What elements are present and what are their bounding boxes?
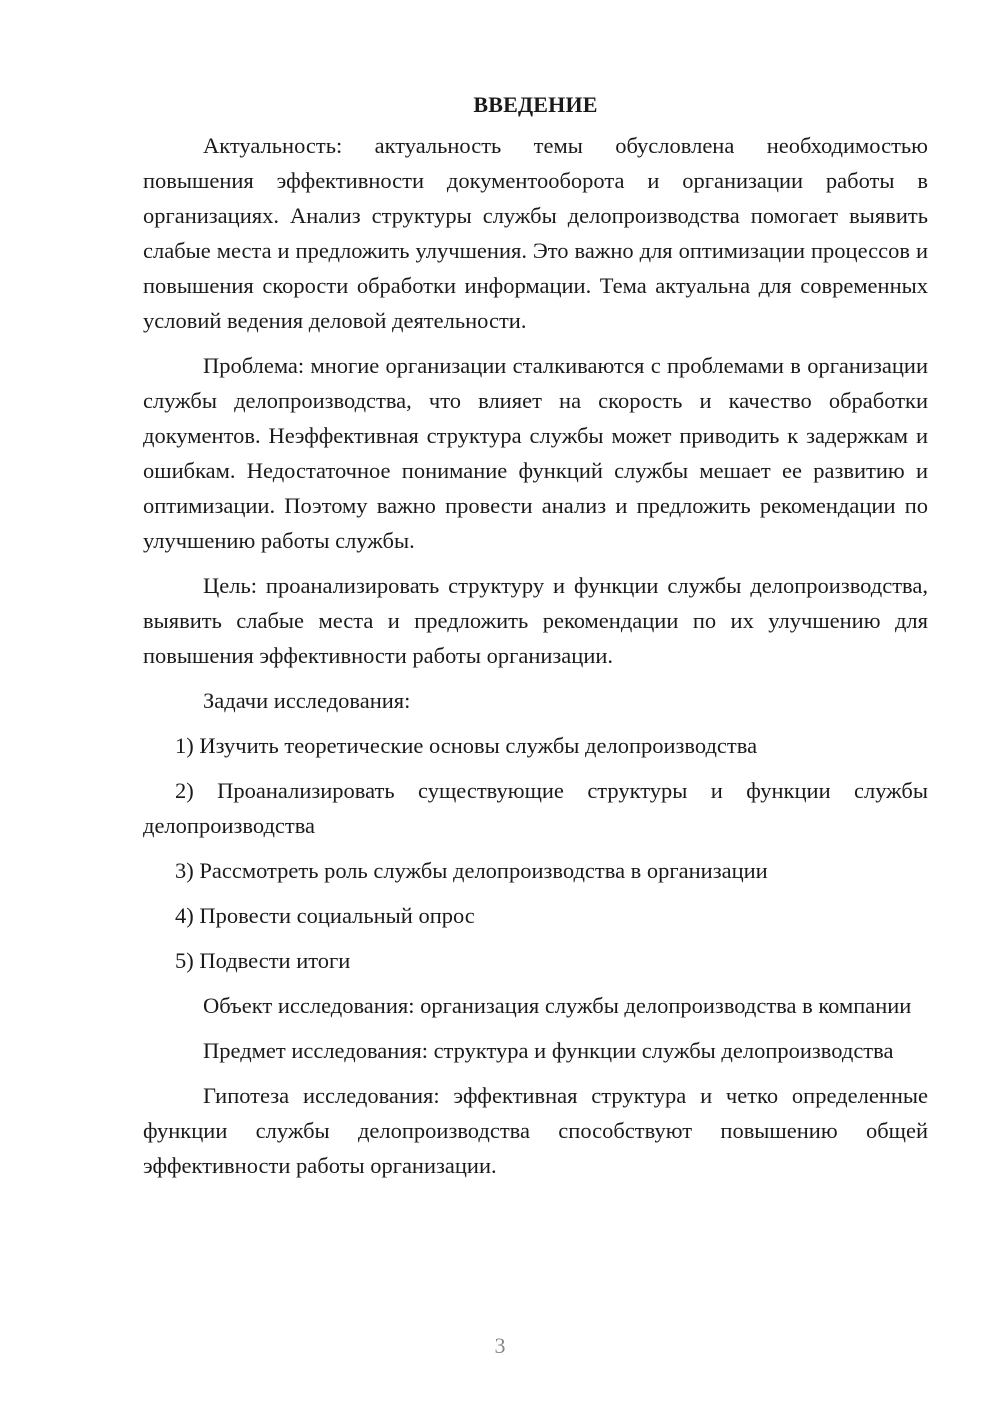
subject-paragraph: Предмет исследования: структура и функции службы делопроизводства — [203, 1038, 894, 1063]
task-item-3: 3) Рассмотреть роль службы делопроизводства в организации — [175, 858, 768, 883]
task-item-5: 5) Подвести итоги — [175, 948, 351, 973]
tasks-title: Задачи исследования: — [203, 688, 411, 713]
relevance-paragraph: Актуальность: актуальность темы обусловлена необходимостью повышения эффективности документооборота и организации работы в организациях. Анализ структуры службы делопроизводства помогает выявить слабые места и предложить улучшения. Это важно для оптимизации процессов и повышения скорости обработки информации. Тема актуальна для современных условий ведения деловой деятельности. — [143, 133, 928, 333]
task-item-1: 1) Изучить теоретические основы службы делопроизводства — [175, 733, 758, 758]
document-page — [143, 92, 928, 1193]
page-heading: ВВЕДЕНИЕ — [473, 92, 598, 117]
task-item-2: 2) Проанализировать существующие структуры и функции службы делопроизводства — [143, 778, 928, 838]
hypothesis-paragraph: Гипотеза исследования: эффективная структура и четко определенные функции службы делопроизводства способствуют повышению общей эффективности работы организации. — [143, 1083, 928, 1178]
problem-paragraph: Проблема: многие организации сталкиваются с проблемами в организации службы делопроизводства, что влияет на скорость и качество обработки документов. Неэффективная структура службы может приводить к задержкам и ошибкам. Недостаточное понимание функций службы мешает ее развитию и оптимизации. Поэтому важно провести анализ и предложить рекомендации по улучшению работы службы. — [143, 353, 928, 553]
page-number: 3 — [494, 1333, 506, 1358]
object-paragraph: Объект исследования: организация службы делопроизводства в компании — [203, 993, 912, 1018]
task-item-4: 4) Провести социальный опрос — [175, 903, 475, 928]
goal-paragraph: Цель: проанализировать структуру и функции службы делопроизводства, выявить слабые места и предложить рекомендации по их улучшению для повышения эффективности работы организации. — [143, 573, 928, 668]
